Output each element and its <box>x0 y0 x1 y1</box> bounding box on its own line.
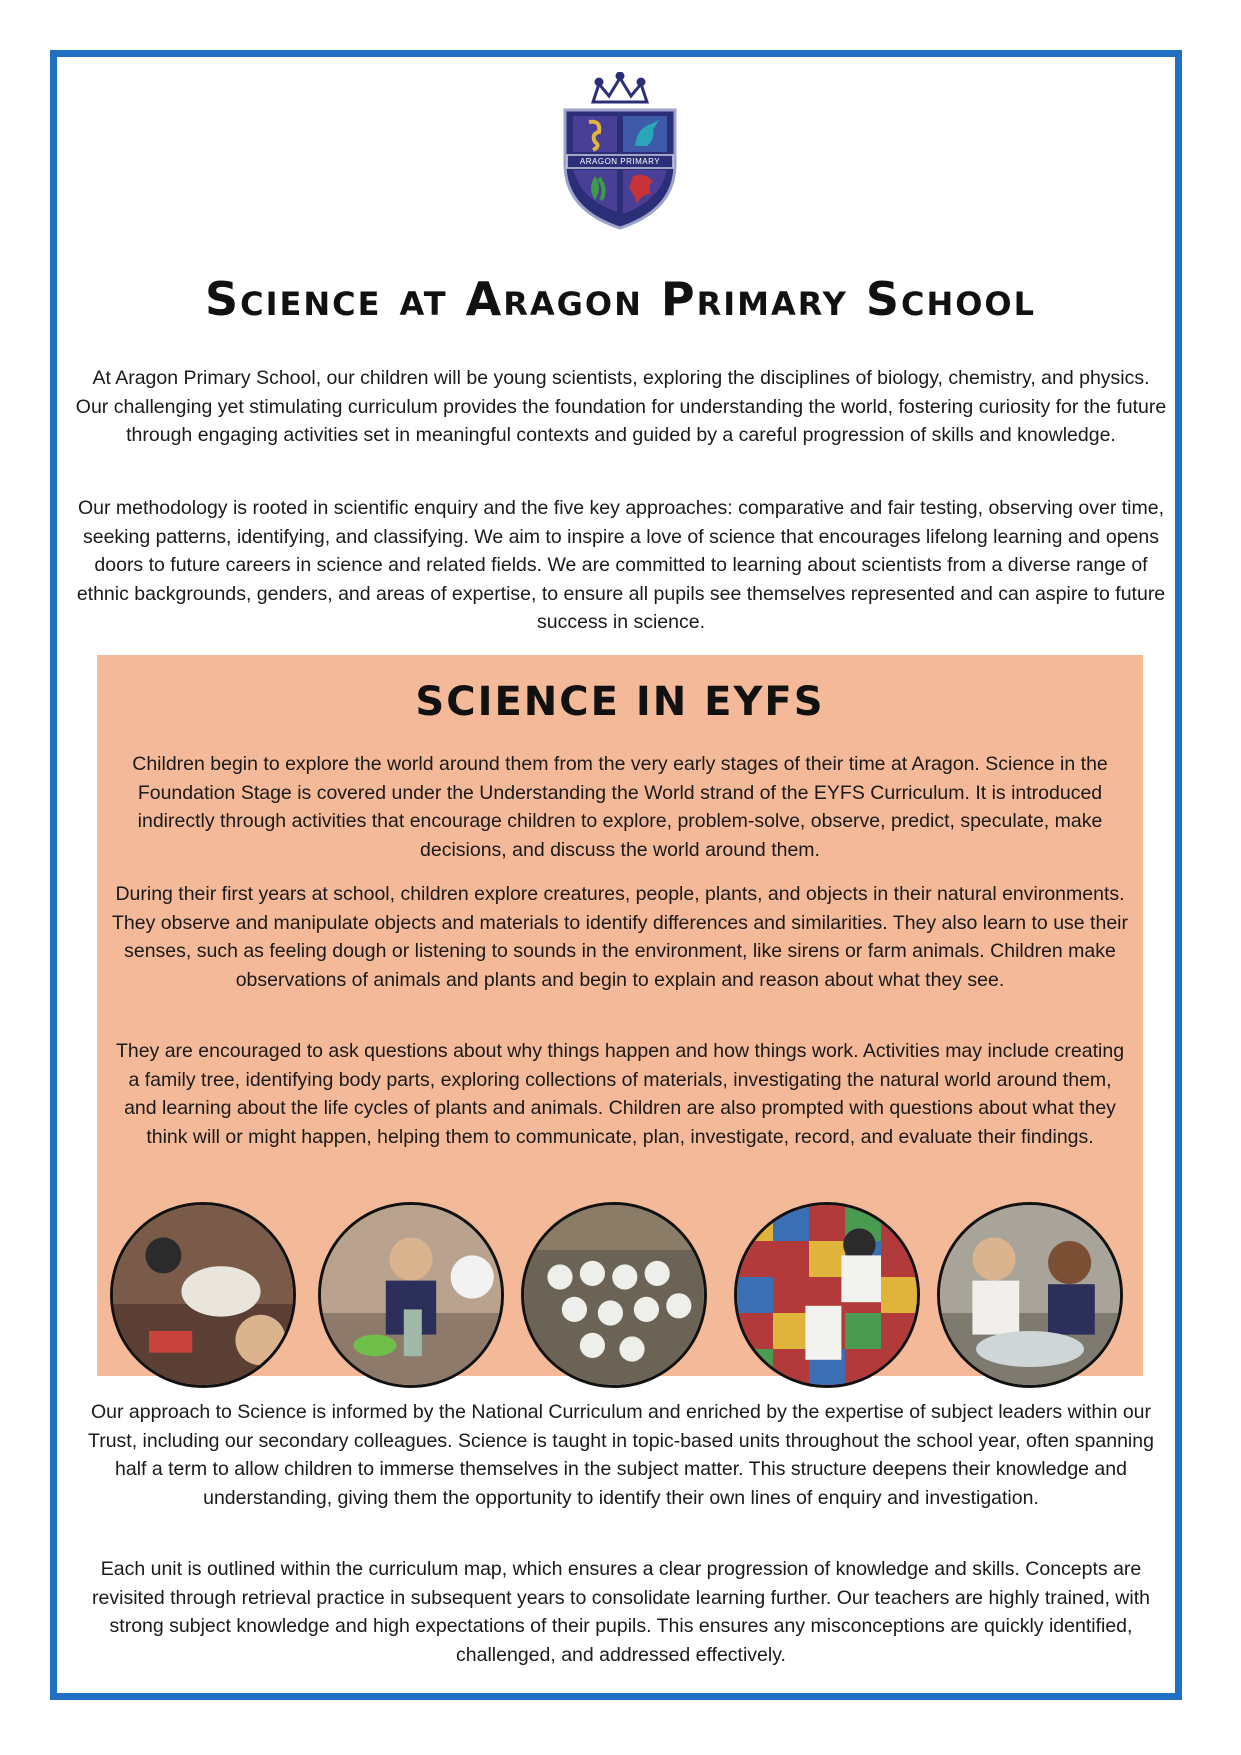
eyfs-photo-5 <box>937 1202 1123 1388</box>
eyfs-paragraph-2: During their first years at school, children explore creatures, people, plants, and objects in their natural environments. They observe and manipulate objects and materials to identify differences and similarities. They also learn to use their senses, such as feeling dough or listening to sounds in the environment, like sirens or farm animals. Children make observations of animals and plants and begin to explain and reason about what they see. <box>112 883 1128 991</box>
intro-paragraph-2: Our methodology is rooted in scientific enquiry and the five key approaches: comparative and fair testing, observing over time, seeking patterns, identifying, and classifying. We aim to inspire a love of science that encourages lifelong learning and opens doors to future careers in science and related fields. We are committed to learning about scientists from a diverse range of ethnic backgrounds, genders, and areas of expertise, to ensure all pupils see themselves represented and can aspire to future success in science. <box>76 497 1166 633</box>
intro-paragraph-1: At Aragon Primary School, our children will be young scientists, exploring the disciplines of biology, chemistry, and physics. Our challenging yet stimulating curriculum provides the foundation for understanding the world, fostering curiosity for the future through engaging activities set in meaningful contexts and guided by a careful progression of skills and knowledge. <box>75 367 1167 446</box>
crest-banner-text: ARAGON PRIMARY <box>579 157 661 166</box>
outro-paragraph-2: Each unit is outlined within the curriculum map, which ensures a clear progression of knowledge and skills. Concepts are revisited through retrieval practice in subsequent years to consolidate learning further. Our teachers are highly trained, with strong subject knowledge and high expectations of their pupils. This ensures any misconceptions are quickly identified, challenged, and addressed effectively. <box>92 1558 1150 1666</box>
eyfs-photo-3 <box>521 1202 707 1388</box>
eyfs-paragraph-3: They are encouraged to ask questions about why things happen and how things work. Activities may include creating a family tree, identifying body parts, exploring collections of materials, investigating the natural world around them, and learning about the life cycles of plants and animals. Children are also prompted with questions about what they think will or might happen, helping them to communicate, plan, investigate, record, and evaluate their findings. <box>115 1040 1125 1148</box>
crown-icon <box>593 73 647 102</box>
page-title: Science at Aragon Primary School <box>204 272 1037 326</box>
eyfs-section-title: SCIENCE IN EYFS <box>415 679 825 725</box>
eyfs-photo-4 <box>734 1202 920 1388</box>
eyfs-photo-2 <box>318 1202 504 1388</box>
eyfs-paragraph-1: Children begin to explore the world around them from the very early stages of their time at Aragon. Science in the Foundation Stage is covered under the Understanding the World strand of the EYFS Curriculum. It is introduced indirectly through activities that encourage children to explore, problem-solve, observe, predict, speculate, make decisions, and discuss the world around them. <box>132 753 1108 861</box>
outro-paragraph-1: Our approach to Science is informed by the National Curriculum and enriched by the expertise of subject leaders within our Trust, including our secondary colleagues. Science is taught in topic-based units throughout the school year, often spanning half a term to allow children to immerse themselves in the subject matter. This structure deepens their knowledge and understanding, giving them the opportunity to identify their own lines of enquiry and investigation. <box>88 1401 1154 1509</box>
school-crest-logo <box>555 72 685 232</box>
eyfs-photo-1 <box>110 1202 296 1388</box>
